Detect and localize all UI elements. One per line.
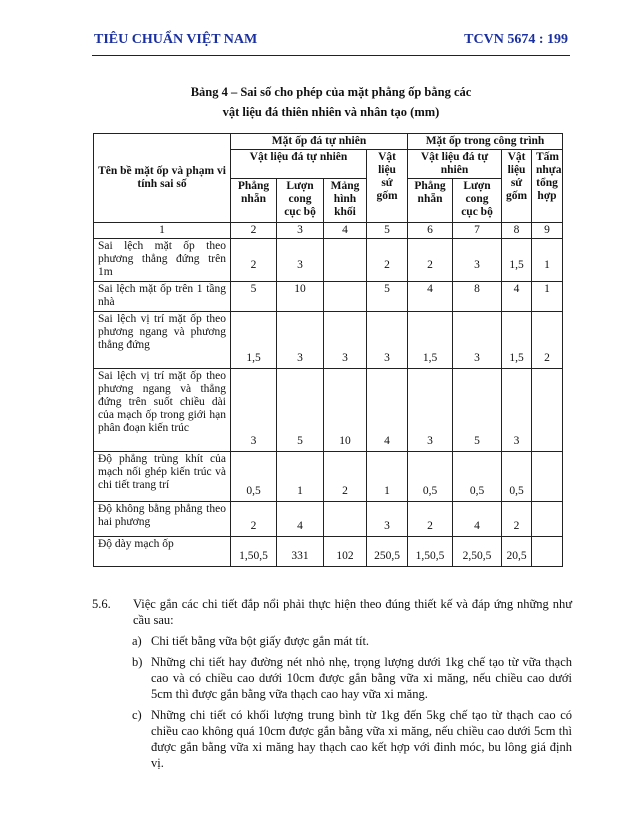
value-cell: 1,5 bbox=[408, 312, 453, 369]
group-header-building: Mặt ốp trong công trình bbox=[408, 134, 563, 150]
value-cell bbox=[532, 502, 563, 537]
value-cell: 4 bbox=[277, 502, 324, 537]
leaf-header: Lượn cong cục bộ bbox=[453, 179, 502, 223]
value-cell: 3 bbox=[367, 502, 408, 537]
leaf-header: Mảng hình khối bbox=[324, 179, 367, 223]
value-cell: 1,5 bbox=[231, 312, 277, 369]
value-cell: 5 bbox=[231, 282, 277, 312]
value-cell: 4 bbox=[367, 369, 408, 452]
value-cell: 0,5 bbox=[502, 452, 532, 502]
list-marker: b) bbox=[132, 655, 143, 669]
value-cell: 1,50,5 bbox=[231, 537, 277, 567]
index-cell: 5 bbox=[367, 223, 408, 239]
row-label: Sai lệch mặt ốp theo phương thẳng đứng trên 1m bbox=[94, 239, 231, 282]
section-list bbox=[92, 633, 572, 771]
row-label: Sai lệch vị trí mặt ốp theo phương ngang và phương thẳng đứng bbox=[94, 312, 231, 369]
value-cell: 4 bbox=[453, 502, 502, 537]
row-label: Độ phẳng trùng khít của mạch nối ghép kiến trúc và chi tiết trang trí bbox=[94, 452, 231, 502]
table-row bbox=[94, 537, 563, 567]
value-cell: 0,5 bbox=[408, 452, 453, 502]
value-cell: 3 bbox=[277, 312, 324, 369]
header-standard-code: TCVN 5674 : 199 bbox=[464, 32, 568, 47]
value-cell: 3 bbox=[502, 369, 532, 452]
subheader-natural-stone: Vật liệu đá tự nhiên bbox=[231, 150, 367, 179]
value-cell: 4 bbox=[502, 282, 532, 312]
value-cell: 2 bbox=[408, 239, 453, 282]
list-item bbox=[92, 633, 572, 649]
table-title bbox=[92, 82, 570, 122]
list-item bbox=[92, 654, 572, 702]
value-cell: 3 bbox=[277, 239, 324, 282]
value-cell bbox=[532, 537, 563, 567]
value-cell: 250,5 bbox=[367, 537, 408, 567]
table-row bbox=[94, 452, 563, 502]
value-cell: 3 bbox=[367, 312, 408, 369]
table-title-line-2: vật liệu đá thiên nhiên và nhân tạo (mm) bbox=[222, 105, 440, 119]
value-cell: 5 bbox=[367, 282, 408, 312]
index-cell: 2 bbox=[231, 223, 277, 239]
value-cell: 2 bbox=[367, 239, 408, 282]
index-cell: 9 bbox=[532, 223, 563, 239]
value-cell: 102 bbox=[324, 537, 367, 567]
value-cell: 1,5 bbox=[502, 312, 532, 369]
value-cell: 331 bbox=[277, 537, 324, 567]
value-cell: 1,50,5 bbox=[408, 537, 453, 567]
col-header-surface: Tên bề mặt ốp và phạm vi tính sai số bbox=[94, 134, 231, 223]
section-5-6 bbox=[92, 596, 572, 776]
table-row bbox=[94, 369, 563, 452]
index-cell: 1 bbox=[94, 223, 231, 239]
group-header-natural: Mặt ốp đá tự nhiên bbox=[231, 134, 408, 150]
value-cell: 1,5 bbox=[502, 239, 532, 282]
row-label: Sai lệch mặt ốp trên 1 tầng nhà bbox=[94, 282, 231, 312]
value-cell: 2 bbox=[231, 502, 277, 537]
leaf-header: Phẳng nhẵn bbox=[408, 179, 453, 223]
value-cell: 0,5 bbox=[453, 452, 502, 502]
value-cell: 3 bbox=[408, 369, 453, 452]
value-cell: 2 bbox=[231, 239, 277, 282]
leaf-header: Lượn cong cục bộ bbox=[277, 179, 324, 223]
row-label: Độ không bằng phẳng theo hai phương bbox=[94, 502, 231, 537]
index-cell: 4 bbox=[324, 223, 367, 239]
value-cell bbox=[324, 239, 367, 282]
subheader-composite: Tấm nhựa tổng hợp bbox=[532, 150, 563, 223]
list-text: Chi tiết bằng vữa bột giấy được gắn mát tít. bbox=[151, 634, 370, 648]
value-cell: 1 bbox=[532, 282, 563, 312]
value-cell: 10 bbox=[277, 282, 324, 312]
index-row bbox=[94, 223, 563, 239]
value-cell: 5 bbox=[453, 369, 502, 452]
value-cell: 5 bbox=[277, 369, 324, 452]
value-cell bbox=[532, 369, 563, 452]
section-intro: Việc gắn các chi tiết đắp nổi phải thực hiện theo đúng thiết kế và đáp ứng những như cầu sau: bbox=[133, 597, 572, 627]
value-cell: 10 bbox=[324, 369, 367, 452]
value-cell: 8 bbox=[453, 282, 502, 312]
index-cell: 7 bbox=[453, 223, 502, 239]
table-row bbox=[94, 502, 563, 537]
value-cell: 1 bbox=[277, 452, 324, 502]
leaf-header: Phẳng nhẵn bbox=[231, 179, 277, 223]
subheader-ceramic-b: Vật liệu sứ gốm bbox=[502, 150, 532, 223]
list-marker: c) bbox=[132, 708, 142, 722]
value-cell: 2 bbox=[324, 452, 367, 502]
tolerance-table bbox=[93, 133, 563, 567]
subheader-stone-b: Vật liệu đá tự nhiên bbox=[408, 150, 502, 179]
header-rule bbox=[92, 55, 570, 56]
list-text: Những chi tiết hay đường nét nhỏ nhẹ, trọng lượng dưới 1kg chế tạo từ vữa thạch cao và có chiều cao dưới 10cm được gắn bằng vữa xi măng, nếu chiều cao dưới 5cm thì được gắn bằng vữa thạch cao hay vữa xi măng. bbox=[151, 655, 572, 701]
value-cell: 2 bbox=[532, 312, 563, 369]
header-standard-name: TIÊU CHUẨN VIỆT NAM bbox=[94, 32, 258, 47]
index-cell: 3 bbox=[277, 223, 324, 239]
list-item bbox=[92, 707, 572, 771]
table-row bbox=[94, 312, 563, 369]
value-cell bbox=[532, 452, 563, 502]
value-cell bbox=[324, 502, 367, 537]
value-cell: 3 bbox=[453, 239, 502, 282]
row-label: Độ dày mạch ốp bbox=[94, 537, 231, 567]
value-cell: 2 bbox=[502, 502, 532, 537]
value-cell bbox=[324, 282, 367, 312]
list-text: Những chi tiết có khối lượng trung bình từ 1kg đến 5kg chế tạo từ thạch cao có chiều cao không quá 10cm được gắn bằng vữa xi măng, nếu chiều cao dưới 5cm thì được gắn bằng vữa xi măng hay thạch cao kết hợp với đinh móc, bu lông giá định vị. bbox=[151, 708, 572, 770]
value-cell: 2 bbox=[408, 502, 453, 537]
subheader-ceramic-a: Vật liệu sứ gốm bbox=[367, 150, 408, 223]
table-row bbox=[94, 239, 563, 282]
section-number: 5.6. bbox=[92, 597, 111, 611]
index-cell: 6 bbox=[408, 223, 453, 239]
row-label: Sai lệch vị trí mặt ốp theo phương ngang và thẳng đứng trên suốt chiều dài của mạch ốp trong giới hạn phân đoạn kiến trúc bbox=[94, 369, 231, 452]
value-cell: 4 bbox=[408, 282, 453, 312]
value-cell: 3 bbox=[324, 312, 367, 369]
table-title-line-1: Bảng 4 – Sai số cho phép của mặt phẳng ốp bằng các bbox=[190, 85, 472, 99]
value-cell: 0,5 bbox=[231, 452, 277, 502]
value-cell: 20,5 bbox=[502, 537, 532, 567]
value-cell: 3 bbox=[231, 369, 277, 452]
value-cell: 3 bbox=[453, 312, 502, 369]
list-marker: a) bbox=[132, 634, 142, 648]
value-cell: 2,50,5 bbox=[453, 537, 502, 567]
value-cell: 1 bbox=[532, 239, 563, 282]
value-cell: 1 bbox=[367, 452, 408, 502]
index-cell: 8 bbox=[502, 223, 532, 239]
table-row bbox=[94, 282, 563, 312]
